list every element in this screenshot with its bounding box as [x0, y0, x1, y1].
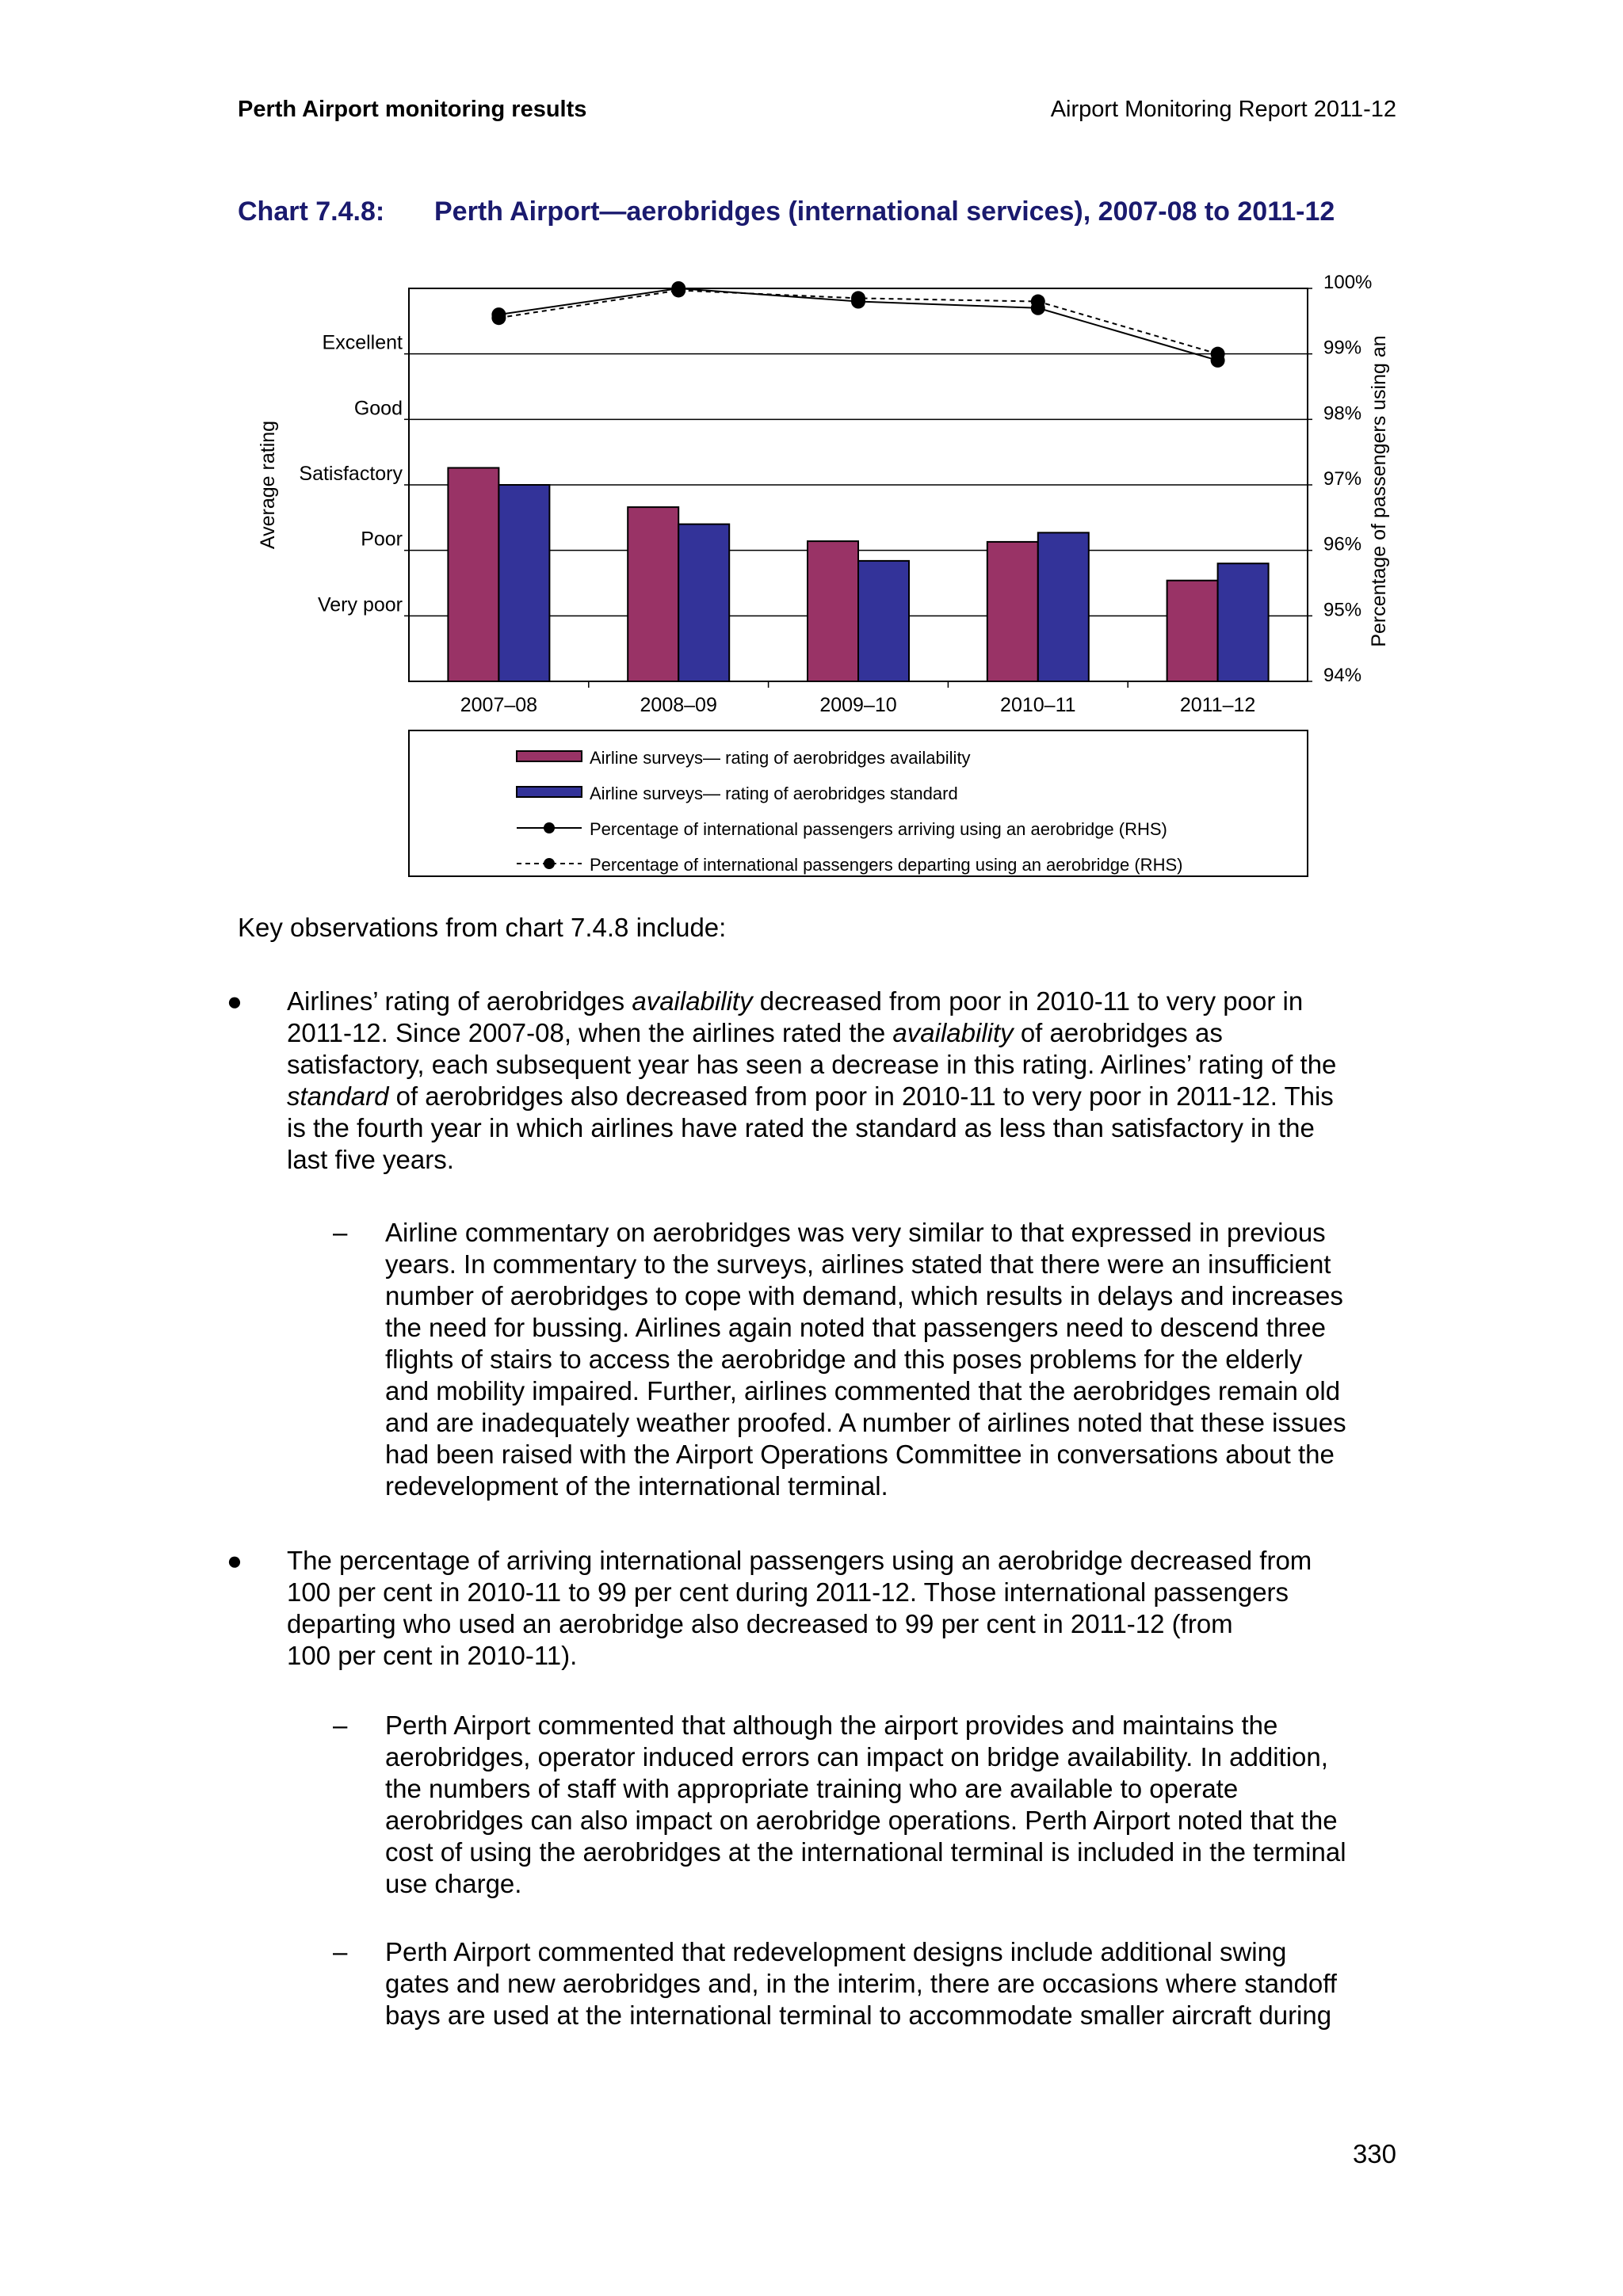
bullet-1-line [287, 986, 1336, 1017]
sub-bullet-2-text [385, 1710, 1346, 1900]
sub-bullet-1-line: years. In commentary to the surveys, airlines stated that there were an insufficient [385, 1249, 1331, 1279]
emphasis-text: availability [632, 986, 753, 1016]
legend-label: Percentage of international passengers arriving using an aerobridge (RHS) [590, 819, 1167, 839]
bullet-1-line [287, 1144, 1336, 1176]
chart-number: Chart 7.4.8: [238, 196, 385, 227]
bullet-1-line [287, 1081, 1336, 1112]
chart-title-text: Perth Airport—aerobridges (international services), 2007-08 to 2011-12 [434, 196, 1335, 227]
sub-bullet-1-marker: – [333, 1218, 348, 1247]
line-fragment: of aerobridges also decreased from poor in 2010-11 to very poor in 2011-12. This [388, 1081, 1334, 1111]
availability-bar [987, 542, 1038, 681]
y2-tick-label: 100% [1323, 272, 1373, 293]
line-fragment: last five years. [287, 1145, 454, 1174]
legend-label: Percentage of international passengers departing using an aerobridge (RHS) [590, 855, 1183, 875]
header-section-title: Perth Airport monitoring results [238, 97, 587, 122]
standard-bar [1218, 563, 1269, 681]
sub-bullet-1-line: number of aerobridges to cope with demand, which results in delays and increases [385, 1281, 1343, 1310]
legend-label: Airline surveys— rating of aerobridges availability [590, 748, 971, 768]
bullet-1-marker: ● [227, 986, 242, 1016]
standard-bar [498, 485, 549, 681]
departing-point [851, 291, 865, 305]
sub-bullet-1-line: the need for bussing. Airlines again noted that passengers need to descend three [385, 1313, 1327, 1342]
bullet-2-line: 100 per cent in 2010-11 to 99 per cent during 2011-12. Those international passengers [287, 1577, 1289, 1607]
chart [0, 0, 1623, 887]
y-tick-label: Good [353, 397, 403, 420]
sub-bullet-2-line: aerobridges, operator induced errors can impact on bridge availability. In addition, [385, 1742, 1328, 1772]
line-fragment: 2011-12. Since 2007-08, when the airlines rated the [287, 1018, 893, 1047]
standard-bar [1038, 532, 1089, 681]
sub-bullet-3-marker: – [333, 1937, 348, 1966]
legend-swatch [517, 787, 582, 797]
bullet-1-line [287, 1017, 1336, 1049]
availability-bar [448, 468, 498, 681]
sub-bullet-1-line: flights of stairs to access the aerobridge and this poses problems for the elderly [385, 1344, 1303, 1374]
availability-bar [808, 541, 858, 681]
line-fragment: satisfactory, each subsequent year has seen a decrease in this rating. Airlines’ rating of the [287, 1050, 1337, 1079]
sub-bullet-2-line: cost of using the aerobridges at the international terminal is included in the terminal [385, 1837, 1346, 1867]
line-fragment: is the fourth year in which airlines have rated the standard as less than satisfactory in the [287, 1113, 1315, 1142]
line-fragment: of aerobridges as [1013, 1018, 1223, 1047]
y2-tick-label: 94% [1323, 665, 1362, 686]
y2-tick-label: 97% [1323, 468, 1362, 490]
bullet-2-line: 100 per cent in 2010-11). [287, 1641, 578, 1670]
y2-tick-label: 96% [1323, 533, 1362, 555]
sub-bullet-2-line: use charge. [385, 1869, 522, 1898]
standard-bar [678, 524, 729, 681]
page-number: 330 [1352, 2139, 1396, 2168]
bullet-1-line [287, 1049, 1336, 1081]
header-report-title: Airport Monitoring Report 2011-12 [1050, 97, 1396, 122]
y2-axis-title: Percentage of passengers using an [1368, 335, 1390, 647]
sub-bullet-1-line: and mobility impaired. Further, airlines commented that the aerobridges remain old [385, 1376, 1341, 1405]
sub-bullet-3-line: bays are used at the international terminal to accommodate smaller aircraft during [385, 2000, 1332, 2030]
sub-bullet-1-line: redevelopment of the international terminal. [385, 1471, 888, 1501]
bullet-2-text [287, 1545, 1312, 1672]
legend-label: Airline surveys— rating of aerobridges standard [590, 784, 958, 803]
sub-bullet-2-line: aerobridges can also impact on aerobridge operations. Perth Airport noted that the [385, 1806, 1338, 1835]
sub-bullet-1-line: had been raised with the Airport Operations Committee in conversations about the [385, 1440, 1335, 1469]
y-tick-label: Satisfactory [299, 463, 403, 485]
sub-bullet-2-marker: – [333, 1711, 348, 1740]
departing-point [491, 311, 506, 325]
legend-swatch [517, 751, 582, 761]
y2-tick-label: 95% [1323, 599, 1362, 621]
sub-bullet-3-text [385, 1936, 1337, 2031]
bullet-2-marker: ● [227, 1546, 242, 1575]
sub-bullet-2-line: Perth Airport commented that although the airport provides and maintains the [385, 1711, 1278, 1740]
x-tick-label: 2010–11 [1000, 694, 1076, 716]
emphasis-text: availability [892, 1018, 1014, 1047]
bullet-1-line [287, 1112, 1336, 1144]
sub-bullet-3-line: Perth Airport commented that redevelopment designs include additional swing [385, 1937, 1287, 1966]
legend-marker [544, 822, 555, 833]
x-tick-label: 2008–09 [640, 694, 717, 716]
departing-point [671, 283, 685, 297]
departing-point [1211, 347, 1225, 361]
y-axis-title: Average rating [257, 420, 279, 550]
line-fragment: decreased from poor in 2010-11 to very poor in [752, 986, 1304, 1016]
x-tick-label: 2007–08 [460, 694, 538, 716]
departing-point [1031, 295, 1045, 309]
key-observations-intro: Key observations from chart 7.4.8 include: [238, 913, 727, 942]
bullet-1-text [287, 986, 1336, 1176]
bullet-2-line: The percentage of arriving international passengers using an aerobridge decreased from [287, 1546, 1312, 1575]
sub-bullet-1-text [385, 1217, 1346, 1502]
sub-bullet-2-line: the numbers of staff with appropriate training who are available to operate [385, 1774, 1239, 1803]
line-fragment: Airlines’ rating of aerobridges [287, 986, 632, 1016]
availability-bar [628, 507, 678, 681]
availability-bar [1167, 581, 1218, 681]
y-tick-label: Excellent [322, 331, 403, 354]
y2-tick-label: 99% [1323, 337, 1362, 359]
y-tick-label: Poor [361, 528, 403, 551]
standard-bar [858, 561, 909, 681]
legend-marker [544, 858, 555, 869]
sub-bullet-1-line: and are inadequately weather proofed. A number of airlines noted that these issues [385, 1408, 1346, 1437]
sub-bullet-1-line: Airline commentary on aerobridges was very similar to that expressed in previous [385, 1218, 1326, 1247]
y-tick-label: Very poor [317, 593, 403, 616]
emphasis-text: standard [287, 1081, 389, 1111]
x-tick-label: 2009–10 [819, 694, 897, 716]
y2-tick-label: 98% [1323, 402, 1362, 425]
sub-bullet-3-line: gates and new aerobridges and, in the interim, there are occasions where standoff [385, 1969, 1337, 1998]
bullet-2-line: departing who used an aerobridge also decreased to 99 per cent in 2011-12 (from [287, 1609, 1233, 1638]
x-tick-label: 2011–12 [1179, 694, 1256, 716]
